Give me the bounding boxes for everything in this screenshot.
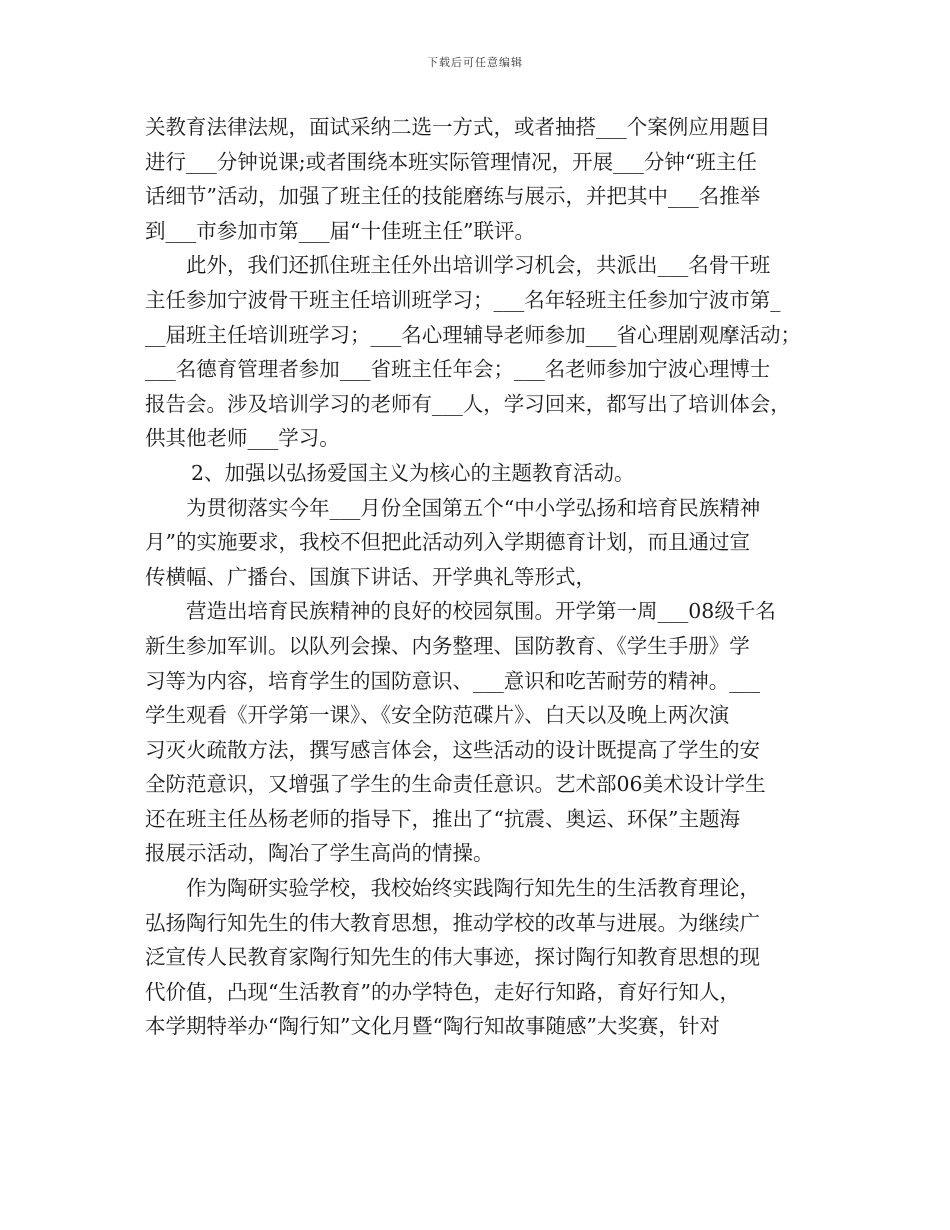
page-header: 下载后可任意编辑: [427, 56, 523, 69]
text-line: 2、加强以弘扬爱国主义为核心的主题教育活动。: [191, 460, 635, 485]
text-line: 话细节”活动，加强了班主任的技能磨练与展示，并把其中___名推举: [145, 184, 761, 209]
text-line: 泛宣传人民教育家陶行知先生的伟大事迹，探讨陶行知教育思想的现: [145, 945, 760, 970]
text-line: ___名德育管理者参加___省班主任年会；___名老师参加宁波心理博士: [145, 357, 771, 382]
text-line: 作为陶研实验学校，我校始终实践陶行知先生的生活教育理论，: [186, 876, 760, 901]
text-line: 传横幅、广播台、国旗下讲话、开学典礼等形式，: [145, 564, 596, 589]
text-line: 关教育法律法规，面试采纳二选一方式，或者抽搭___个案例应用题目: [145, 115, 771, 139]
text-line: 还在班主任丛杨老师的指导下，推出了“抗震、奥运、环保”主题海: [145, 806, 740, 831]
text-line: 营造出培育民族精神的良好的校园氛围。开学第一周___08级千名: [186, 599, 776, 624]
text-line: 弘扬陶行知先生的伟大教育思想，推动学校的改革与进展。为继续广: [145, 910, 760, 935]
text-line: 到___市参加市第___届“十佳班主任”联评。: [145, 218, 535, 243]
text-line: 代价值，凸现“生活教育”的办学特色，走好行知路，育好行知人，: [145, 979, 740, 1004]
text-line: 习等为内容，培育学生的国防意识、___意识和吃苦耐劳的精神。___: [145, 668, 760, 693]
text-line: 为贯彻落实今年___月份全国第五个“中小学弘扬和培育民族精神: [186, 495, 761, 520]
text-line: 报告会。涉及培训学习的老师有___人，学习回来，都写出了培训体会，: [145, 391, 791, 416]
text-line: 报展示活动，陶冶了学生高尚的情操。: [145, 841, 494, 866]
text-line: 习灭火疏散方法，撰写感言体会，这些活动的设计既提高了学生的安: [145, 737, 760, 762]
text-line: 进行___分钟说课;或者围绕本班实际管理情况，开展___分钟“班主任: [145, 149, 757, 174]
text-line: 此外，我们还抓住班主任外出培训学习机会，共派出___名骨干班: [186, 253, 771, 278]
text-line: 月”的实施要求，我校不但把此活动列入学期德育计划，而且通过宣: [145, 530, 750, 555]
text-line: 学生观看《开学第一课》、《安全防范碟片》、白天以及晚上两次演: [145, 703, 730, 728]
document-body: [145, 110, 810, 1044]
text-line: 主任参加宁波骨干班主任培训班学习；___名年轻班主任参加宁波市第_: [145, 287, 781, 312]
text-line: 供其他老师___学习。: [145, 426, 340, 451]
text-line: 全防范意识，又增强了学生的生命责任意识。艺术部06美术设计学生: [145, 772, 766, 797]
text-line: 本学期特举办“陶行知”文化月暨“陶行知故事随感”大奖赛，针对: [145, 1014, 720, 1039]
text-line: __届班主任培训班学习；___名心理辅导老师参加___省心理剧观摩活动；: [145, 322, 801, 347]
text-line: 新生参加军训。以队列会操、内务整理、国防教育、《学生手册》学: [145, 633, 750, 658]
